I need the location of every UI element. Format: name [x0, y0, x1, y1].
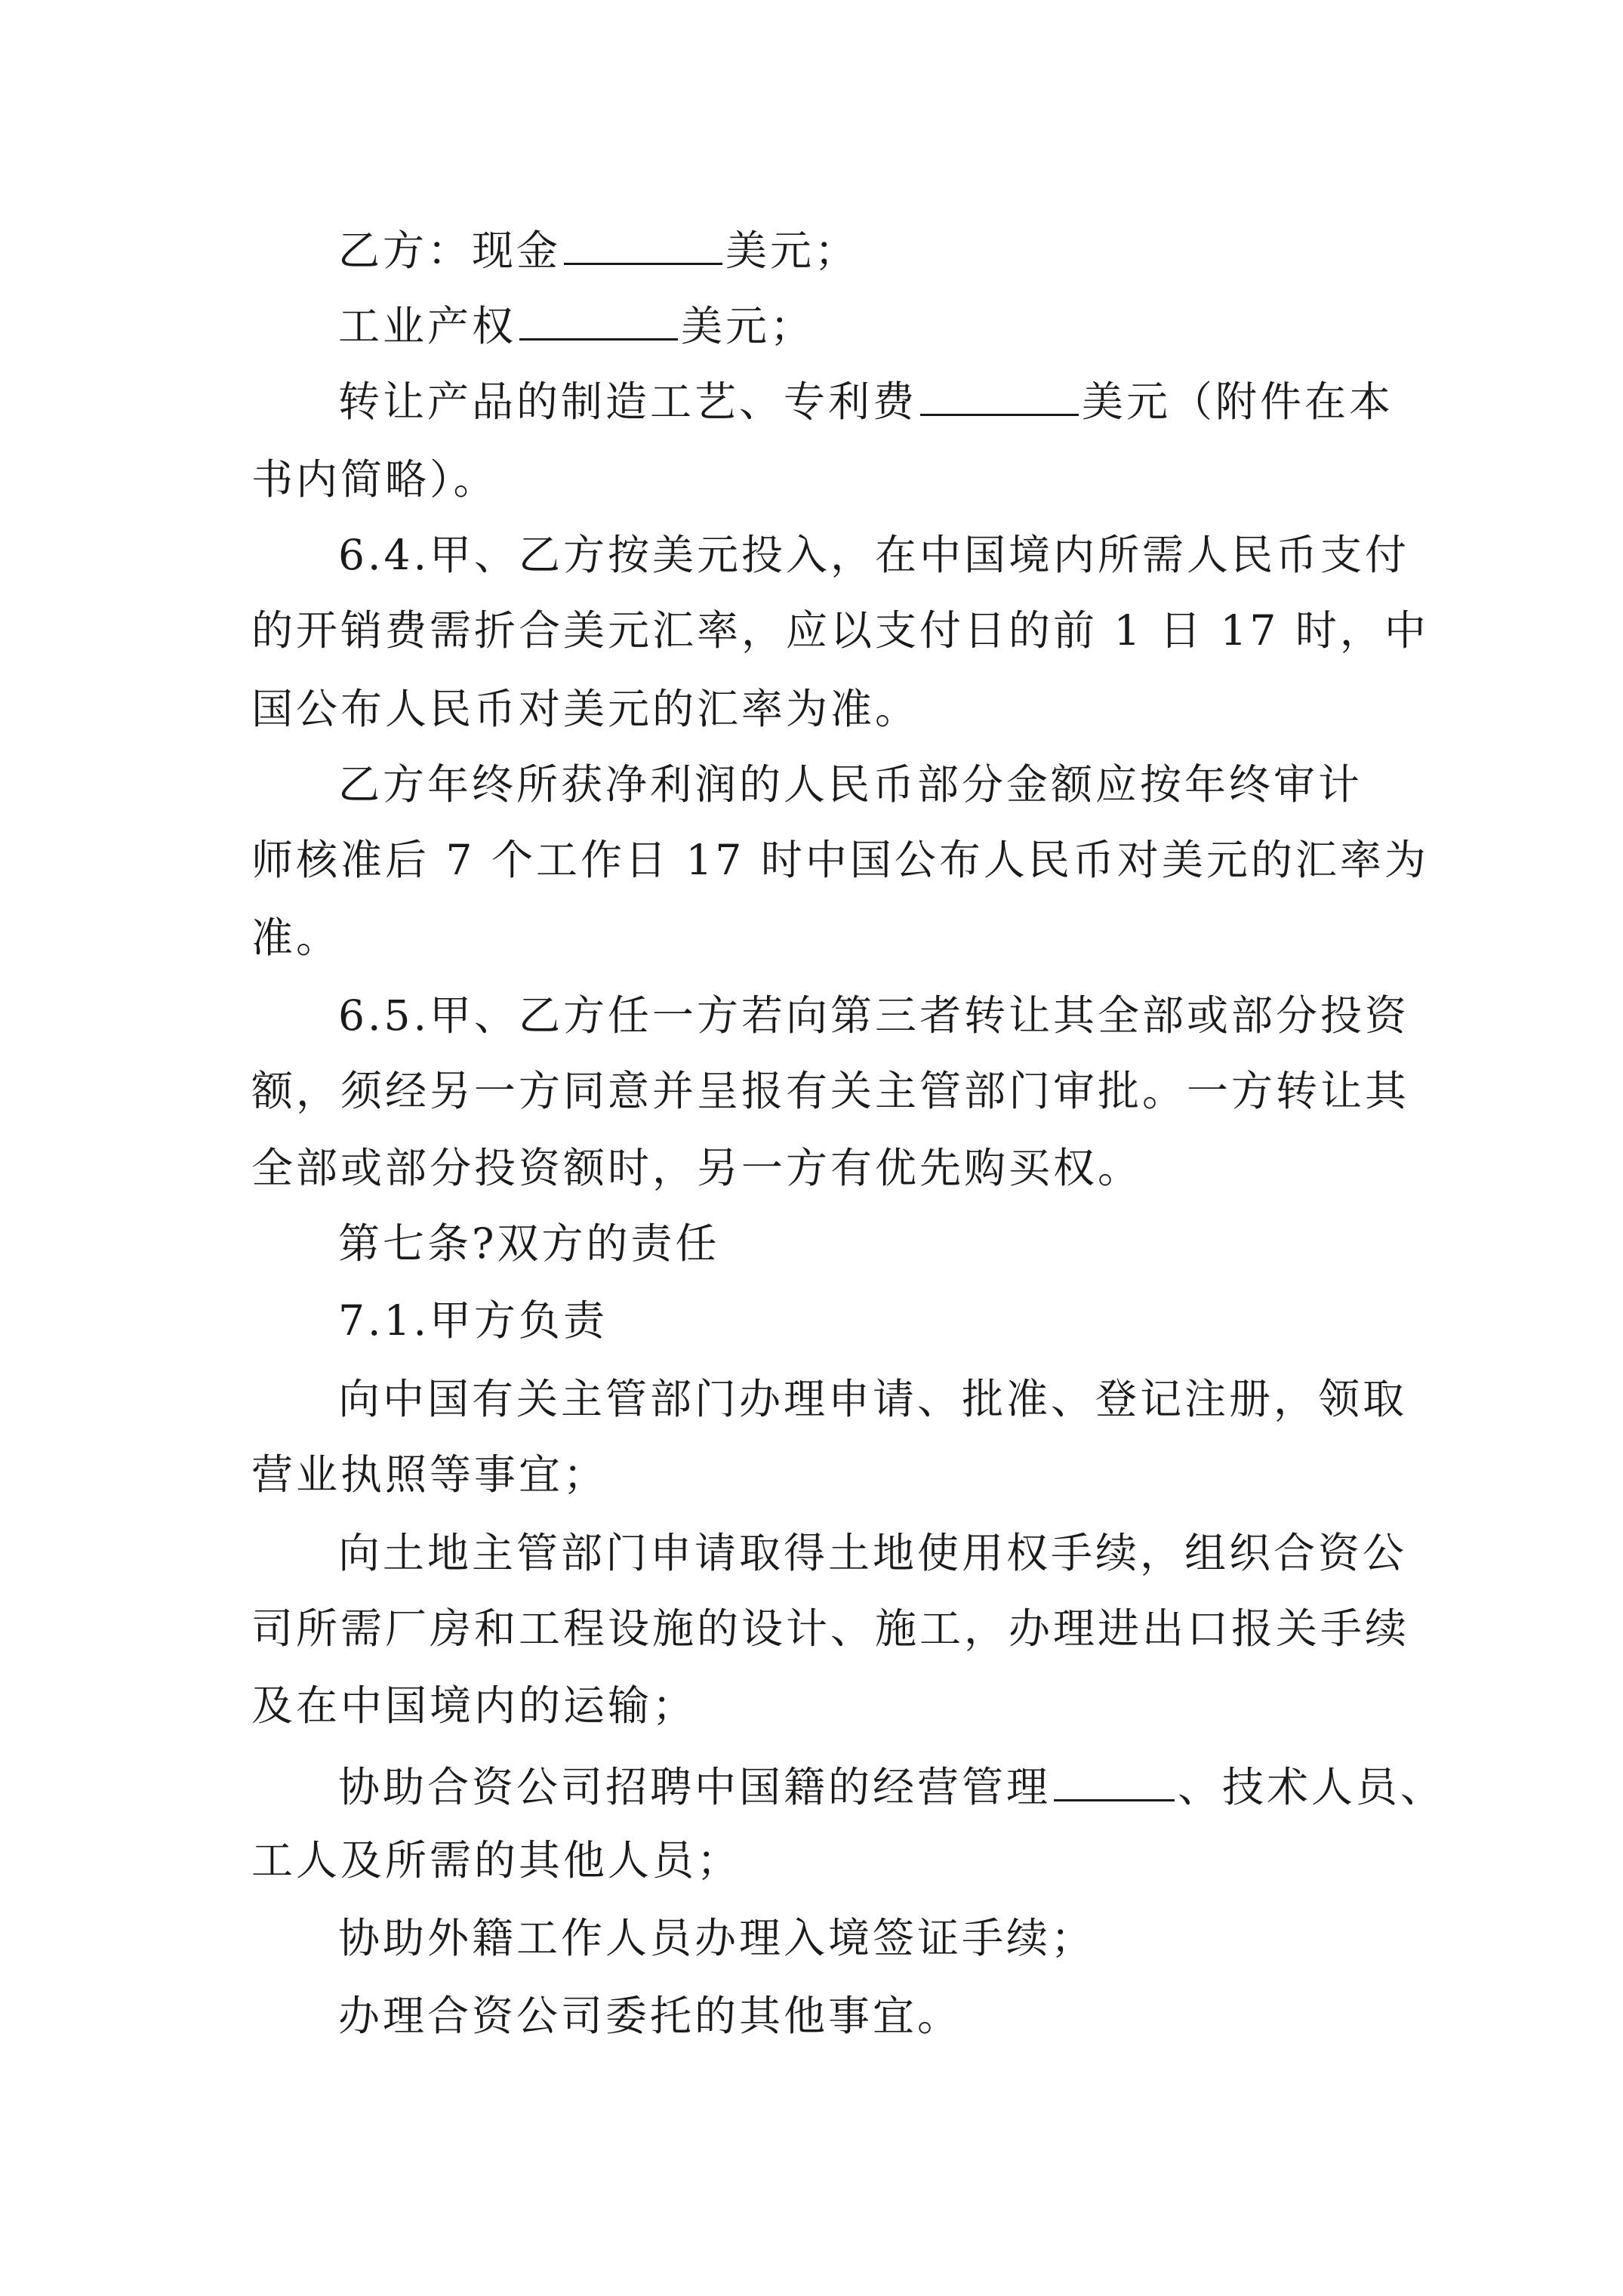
text-line-3 [338, 378, 1394, 426]
text-line-23: 协助外籍工作人员办理入境签证手续； [338, 1914, 1096, 1962]
text-segment: 、技术人员、 [1178, 1763, 1446, 1811]
subsection-heading: 7.1.甲方负责 [338, 1296, 608, 1345]
fill-in-blank [920, 378, 1079, 416]
text-segment: 美元； [681, 302, 815, 350]
text-segment: 美元； [725, 227, 860, 275]
text-line-18: 向土地主管部门申请取得土地使用权手续，组织合资公 [338, 1529, 1408, 1577]
text-line-2 [338, 302, 815, 350]
text-line-24: 办理合资公司委托的其他事宜。 [338, 1992, 962, 2040]
text-segment: 美元（附件在本 [1082, 378, 1394, 426]
text-line-6: 的开销费需折合美元汇率，应以支付日的前 1 日 17 时，中 [251, 606, 1429, 655]
text-line-10: 准。 [251, 914, 341, 962]
fill-in-blank [519, 302, 678, 341]
text-line-8: 乙方年终所获净利润的人民币部分金额应按年终审计 [338, 760, 1363, 809]
text-line-20: 及在中国境内的运输； [251, 1681, 698, 1730]
text-line-4: 书内简略）。 [251, 455, 498, 504]
text-line-7: 国公布人民币对美元的汇率为准。 [251, 685, 920, 733]
text-line-17: 营业执照等事宜； [251, 1450, 608, 1499]
text-line-1 [338, 227, 860, 275]
text-line-19: 司所需厂房和工程设施的设计、施工，办理进出口报关手续 [251, 1604, 1410, 1653]
text-line-21 [338, 1763, 1446, 1811]
text-line-9: 师核准后 7 个工作日 17 时中国公布人民币对美元的汇率为 [251, 836, 1429, 884]
text-segment: 协助合资公司招聘中国籍的经营管理 [338, 1763, 1052, 1811]
text-line-16: 向中国有关主管部门办理申请、批准、登记注册，领取 [338, 1375, 1408, 1423]
text-line-13: 全部或部分投资额时，另一方有优先购买权。 [251, 1144, 1143, 1192]
text-segment: 乙方：现金 [338, 227, 562, 275]
fill-in-blank [1054, 1763, 1175, 1801]
section-heading: 第七条?双方的责任 [338, 1219, 720, 1268]
text-line-22: 工人及所需的其他人员； [251, 1836, 742, 1885]
fill-in-blank [564, 227, 722, 265]
text-segment: 工业产权 [338, 302, 517, 350]
text-line-12: 额，须经另一方同意并呈报有关主管部门审批。一方转让其 [251, 1067, 1410, 1115]
text-segment: 转让产品的制造工艺、专利费 [338, 378, 918, 426]
text-line-11: 6.5.甲、乙方任一方若向第三者转让其全部或部分投资 [338, 991, 1409, 1040]
text-line-5: 6.4.甲、乙方按美元投入，在中国境内所需人民币支付 [338, 531, 1409, 579]
